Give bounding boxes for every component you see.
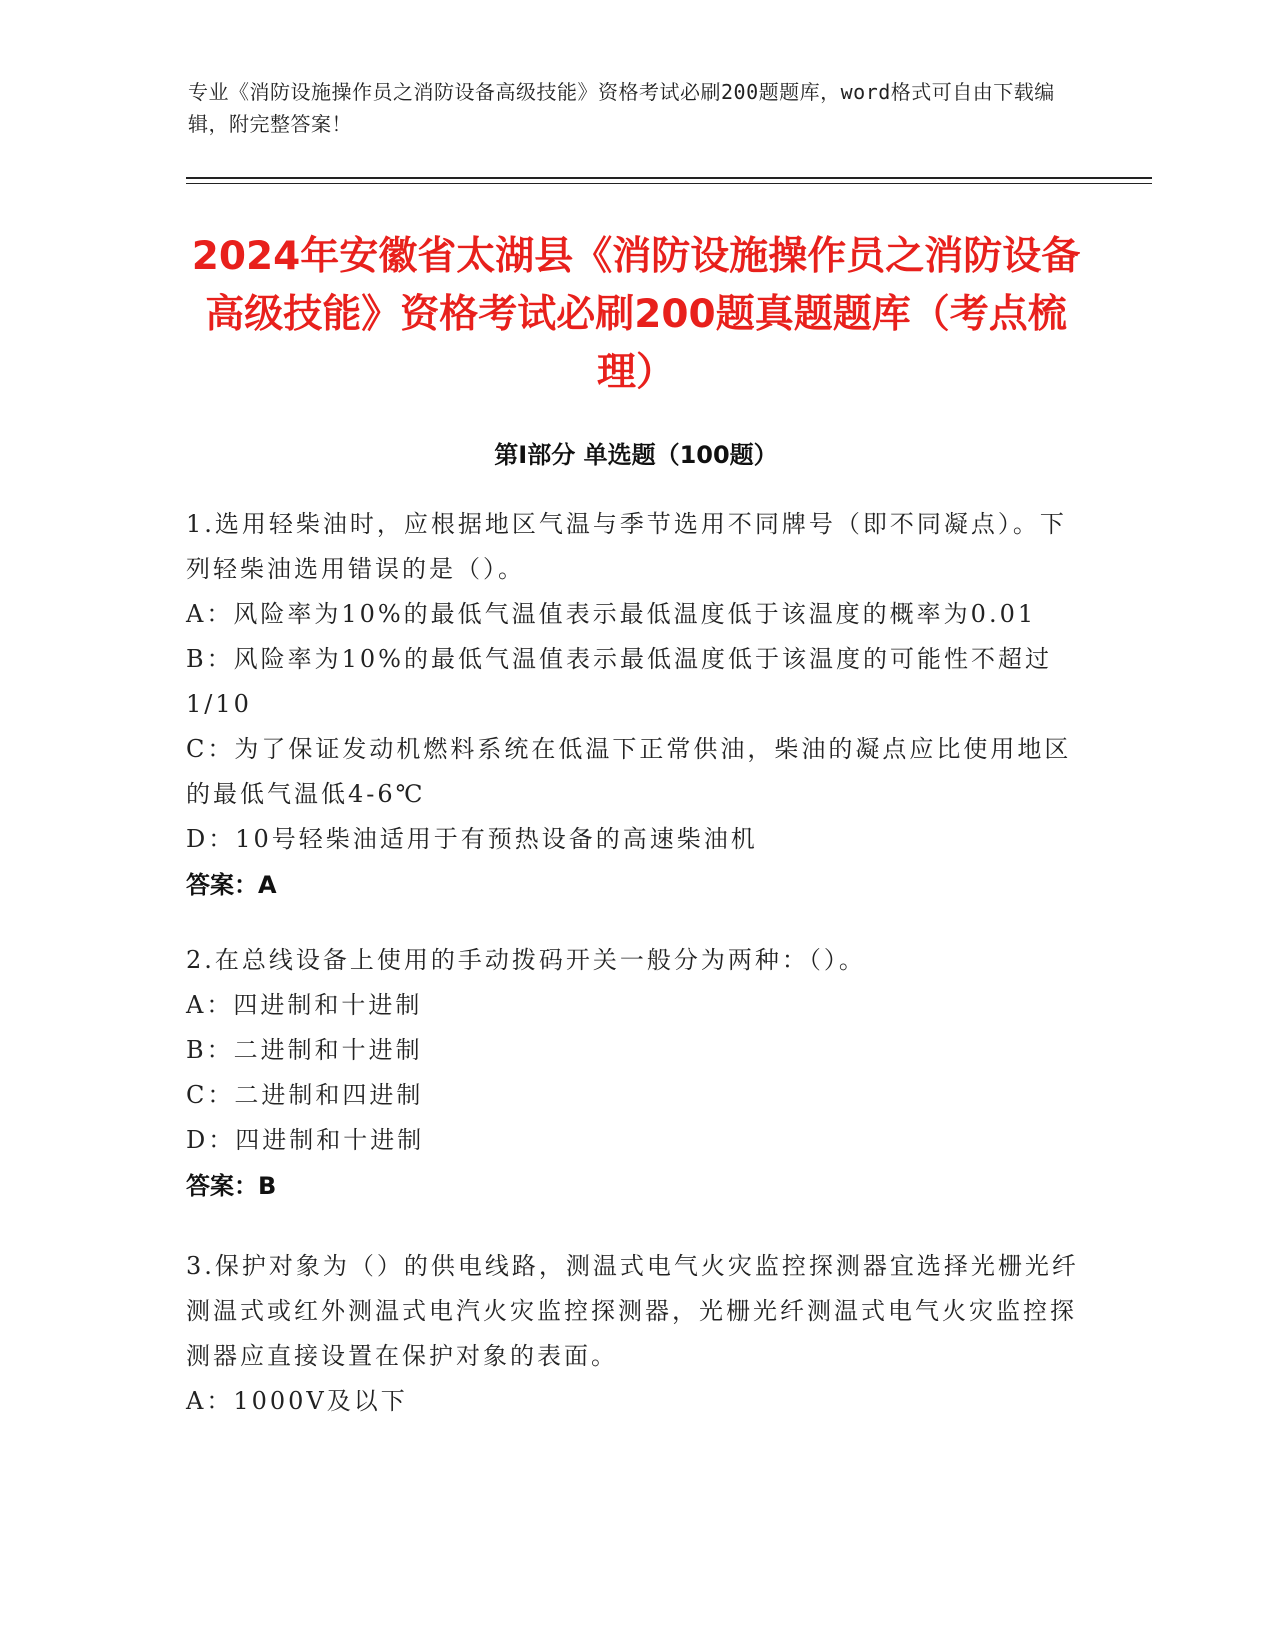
header-note: 专业《消防设施操作员之消防设备高级技能》资格考试必刷200题题库，word格式可自由下载编辑，附完整答案！ xyxy=(188,80,1055,136)
question-1 xyxy=(186,502,1086,908)
question-text: 3.保护对象为（）的供电线路，测温式电气火灾监控探测器宜选择光栅光纤测温式或红外测温式电汽火灾监控探测器，光栅光纤测温式电气火灾监控探测器应直接设置在保护对象的表面。 xyxy=(186,1252,1079,1370)
header-divider-thin xyxy=(186,183,1152,184)
question-text: 2.在总线设备上使用的手动拨码开关一般分为两种：（）。 xyxy=(186,946,866,974)
option-b: B：风险率为10%的最低气温值表示最低温度低于该温度的可能性不超过1/10 xyxy=(186,645,1052,718)
section-title: 第I部分 单选题（100题） xyxy=(494,441,778,469)
answer: 答案：A xyxy=(186,871,277,899)
question-3 xyxy=(186,1244,1086,1424)
option-c: C：为了保证发动机燃料系统在低温下正常供油，柴油的凝点应比使用地区的最低气温低4-6℃ xyxy=(186,735,1072,808)
option-a: A：1000V及以下 xyxy=(186,1387,408,1415)
option-a: A：风险率为10%的最低气温值表示最低温度低于该温度的概率为0.01 xyxy=(186,600,1037,628)
document-title: 2024年安徽省太湖县《消防设施操作员之消防设备高级技能》资格考试必刷200题真题题库（考点梳理） xyxy=(191,234,1081,395)
option-a: A：四进制和十进制 xyxy=(186,991,423,1019)
question-2 xyxy=(186,938,1086,1209)
option-c: C：二进制和四进制 xyxy=(186,1081,424,1109)
answer: 答案：B xyxy=(186,1172,277,1200)
option-d: D：四进制和十进制 xyxy=(186,1126,425,1154)
header-divider-thick xyxy=(186,177,1152,179)
option-d: D：10号轻柴油适用于有预热设备的高速柴油机 xyxy=(186,825,758,853)
question-text: 1.选用轻柴油时，应根据地区气温与季节选用不同牌号（即不同凝点）。下列轻柴油选用错误的是（）。 xyxy=(186,510,1067,583)
option-b: B：二进制和十进制 xyxy=(186,1036,423,1064)
